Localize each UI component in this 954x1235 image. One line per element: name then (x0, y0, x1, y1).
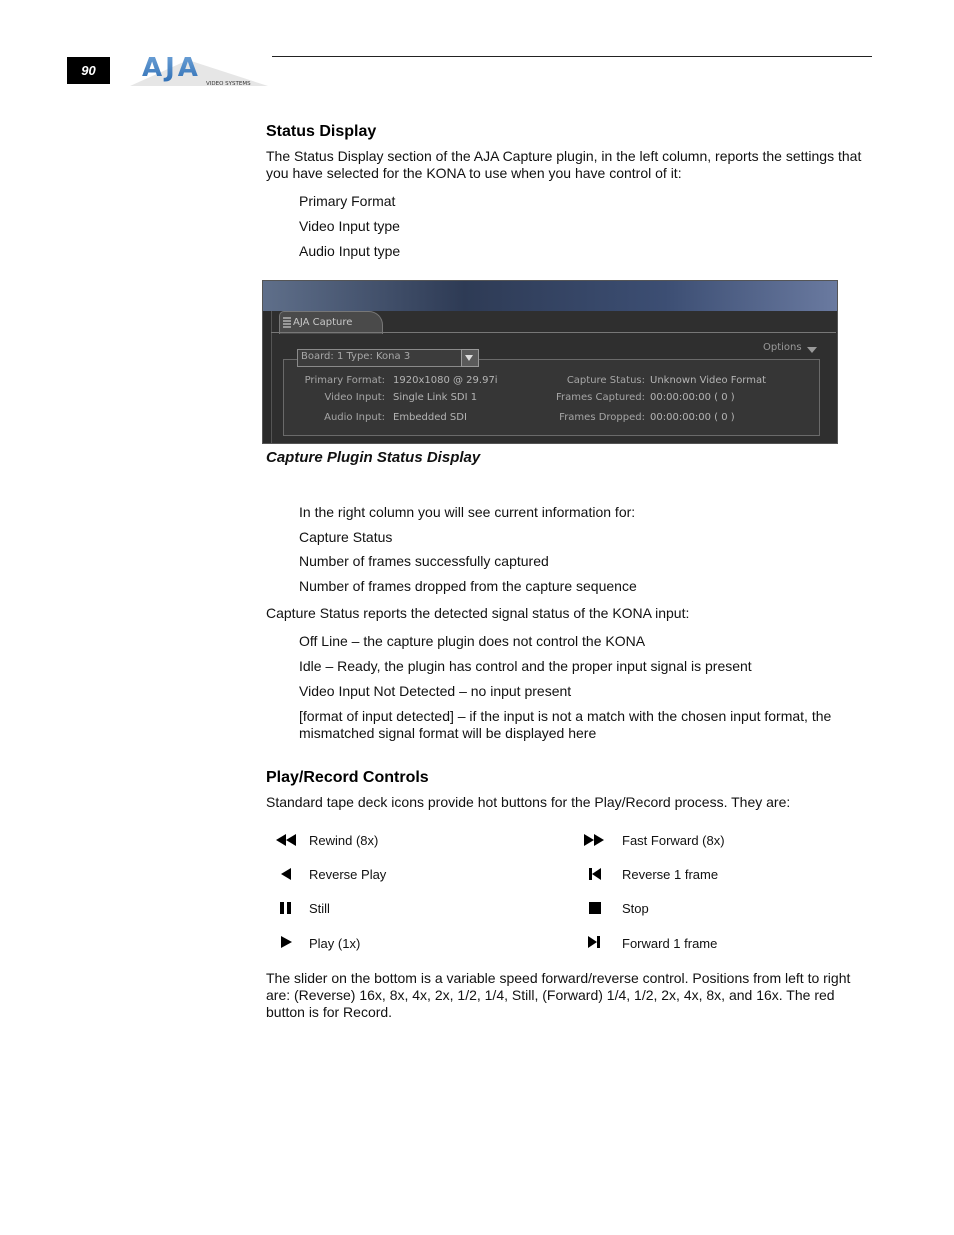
play-record-intro: Standard tape deck icons provide hot buttons for the Play/Record process. They are: (266, 794, 791, 810)
reverse-play-icon[interactable] (276, 867, 298, 881)
right-item-1: Capture Status (299, 529, 393, 545)
video-input-label: Video Input: (324, 392, 385, 403)
reverse-frame-icon[interactable] (583, 867, 605, 881)
header-rule (272, 56, 872, 57)
right-item-2: Number of frames successfully captured (299, 553, 549, 569)
aja-logo (128, 52, 273, 88)
logo-text: AJA (142, 53, 201, 83)
play-record-outro: The slider on the bottom is a variable speed forward/reverse control. Positions from left to right are: (Reverse) 16x, 8x, 4x, 2x, 1/2, 1/4, Still, (Forward) 1/4, 1/2, 2x, 4x, 8x, and 16x. The red button is for Record. (266, 970, 851, 1020)
reverse-play-label: Reverse Play (309, 867, 387, 882)
fast-forward-label: Fast Forward (8x) (622, 833, 725, 848)
options-triangle-icon (807, 347, 817, 353)
rewind-label: Rewind (8x) (309, 833, 379, 848)
window-title-bar (263, 281, 837, 311)
audio-input-label: Audio Input: (324, 412, 385, 423)
rewind-icon[interactable] (276, 833, 298, 847)
still-icon[interactable] (276, 901, 298, 915)
grip-icon (283, 317, 291, 328)
right-item-3: Number of frames dropped from the capture sequence (299, 578, 637, 594)
play-icon[interactable] (276, 935, 298, 949)
board-select-value: Board: 1 Type: Kona 3 (301, 351, 411, 362)
status-item-1: Off Line – the capture plugin does not control the KONA (299, 633, 646, 649)
capture-status-label: Capture Status: (566, 375, 645, 386)
options-menu[interactable]: Options (763, 342, 802, 353)
left-item-2: Video Input type (299, 218, 400, 234)
capture-status-value: Unknown Video Format (650, 375, 767, 386)
play-record-heading: Play/Record Controls (266, 769, 429, 786)
fast-forward-icon[interactable] (583, 833, 605, 847)
capture-status-intro: Capture Status reports the detected signal status of the KONA input: (266, 605, 690, 621)
still-label: Still (309, 901, 330, 916)
tab-divider (271, 332, 836, 333)
stop-icon[interactable] (583, 901, 605, 915)
figure-caption: Capture Plugin Status Display (266, 449, 481, 466)
status-item-4: [format of input detected] – if the input is not a match with the chosen input format, the mismatched signal format will be displayed here (299, 708, 832, 741)
status-display-intro: The Status Display section of the AJA Capture plugin, in the left column, reports the settings that you have selected for the KONA to use when you have control of it: (266, 148, 862, 181)
forward-frame-icon[interactable] (583, 935, 605, 949)
page-number-box (67, 57, 110, 84)
play-label: Play (1x) (309, 936, 361, 951)
stop-label: Stop (622, 901, 649, 916)
primary-format-label: Primary Format: (304, 375, 385, 386)
primary-format-value: 1920x1080 @ 29.97i (393, 375, 498, 386)
left-item-3: Audio Input type (299, 243, 401, 259)
frames-captured-label: Frames Captured: (555, 392, 645, 403)
forward-frame-label: Forward 1 frame (622, 936, 718, 951)
capture-plugin-screenshot (262, 280, 838, 444)
video-input-value: Single Link SDI 1 (393, 392, 478, 403)
reverse-frame-label: Reverse 1 frame (622, 867, 719, 882)
frames-dropped-label: Frames Dropped: (559, 412, 645, 423)
status-item-3: Video Input Not Detected – no input present (299, 683, 572, 699)
audio-input-value: Embedded SDI (393, 412, 467, 423)
left-item-1: Primary Format (299, 193, 396, 209)
chevron-down-icon (465, 355, 473, 361)
frames-dropped-value: 00:00:00:00 ( 0 ) (650, 412, 735, 423)
frames-captured-value: 00:00:00:00 ( 0 ) (650, 392, 735, 403)
logo-subtext: VIDEO SYSTEMS (206, 81, 251, 87)
status-item-2: Idle – Ready, the plugin has control and the proper input signal is present (299, 658, 752, 674)
status-display-heading: Status Display (266, 123, 377, 140)
page-number: 90 (81, 63, 96, 78)
tab-label: AJA Capture (293, 317, 353, 328)
right-column-intro: In the right column you will see current information for: (299, 504, 636, 520)
